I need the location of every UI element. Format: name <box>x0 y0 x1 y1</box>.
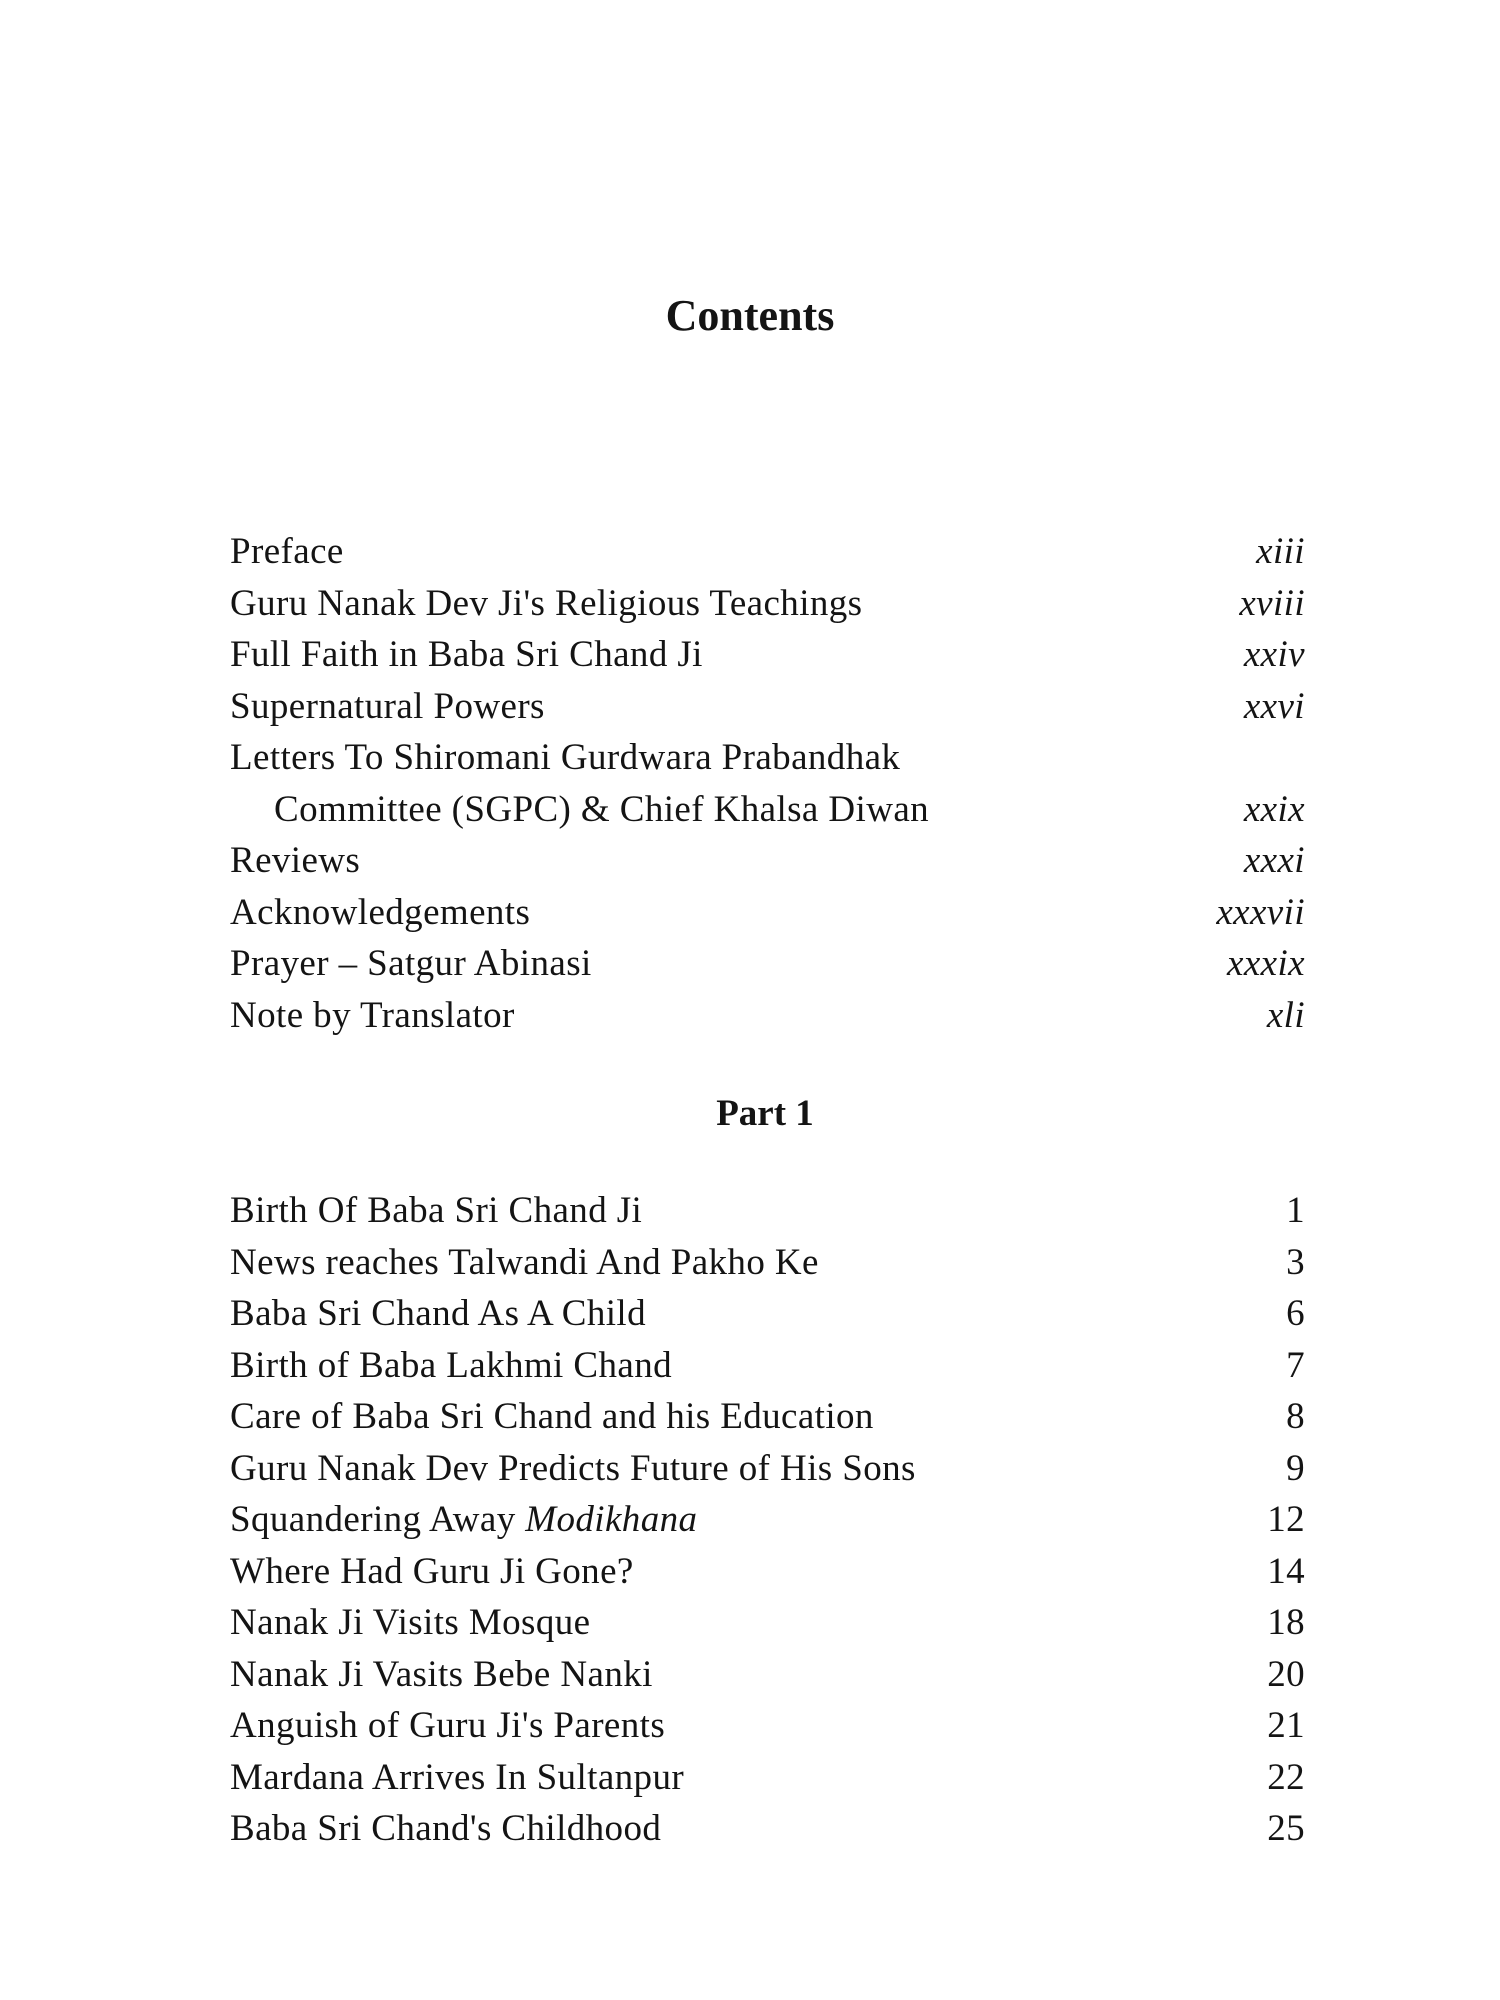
toc-entry-title: Mardana Arrives In Sultanpur <box>230 1756 685 1798</box>
toc-entry-page: xxxi <box>1243 840 1305 881</box>
toc-entry-title-wrapper <box>230 1494 697 1546</box>
toc-entry-title: Birth Of Baba Sri Chand Ji <box>230 1190 643 1231</box>
toc-entry <box>230 1700 1305 1752</box>
part1-list <box>230 1185 1305 1855</box>
part-heading: Part 1 <box>716 1093 814 1134</box>
toc-entry-page: 8 <box>1286 1396 1305 1437</box>
toc-entry-page: xxiv <box>1243 634 1305 675</box>
toc-entry-title: Preface <box>230 531 344 572</box>
toc-entry-title: News reaches Talwandi And Pakho Ke <box>230 1241 819 1283</box>
toc-entry-preface <box>230 526 1305 578</box>
toc-entry-title: Full Faith in Baba Sri Chand Ji <box>230 634 703 675</box>
toc-entry <box>230 1649 1305 1701</box>
toc-entry-page: xxvi <box>1243 685 1305 727</box>
toc-entry-supernatural-powers <box>230 681 1305 733</box>
toc-entry <box>230 1391 1305 1443</box>
toc-entry-page: 12 <box>1267 1499 1305 1540</box>
toc-entry-page: 1 <box>1286 1190 1305 1231</box>
toc-entry-page: 14 <box>1267 1550 1305 1592</box>
toc-entry-title: Supernatural Powers <box>230 685 545 727</box>
toc-entry-page: 6 <box>1286 1293 1305 1334</box>
toc-entry-title: Reviews <box>230 840 361 881</box>
toc-entry <box>230 1288 1305 1340</box>
toc-entry-title: Birth of Baba Lakhmi Chand <box>230 1344 672 1386</box>
toc-entry-full-faith <box>230 629 1305 681</box>
toc-entry-page: 20 <box>1267 1653 1305 1695</box>
toc-entry-title: Letters To Shiromani Gurdwara Prabandhak <box>230 737 901 778</box>
toc-entry <box>230 1185 1305 1237</box>
toc-entry-title: Committee (SGPC) & Chief Khalsa Diwan <box>274 788 930 830</box>
toc-entry-page: 18 <box>1267 1602 1305 1643</box>
toc-entry-letters-line-2 <box>230 784 1305 836</box>
toc-entry-page: xviii <box>1239 582 1305 624</box>
toc-entry-acknowledgements <box>230 887 1305 939</box>
toc-entry-title: Where Had Guru Ji Gone? <box>230 1550 634 1592</box>
toc-entry-title: Acknowledgements <box>230 891 531 933</box>
toc-entry-page: 22 <box>1267 1756 1305 1798</box>
toc-entry <box>230 1546 1305 1598</box>
toc-entry-religious-teachings <box>230 578 1305 630</box>
toc-entry-title: Prayer – Satgur Abinasi <box>230 943 592 984</box>
toc-entry-page: xxxix <box>1227 943 1305 984</box>
toc-entry-title: Squandering Away <box>230 1499 516 1540</box>
toc-entry-page: 7 <box>1286 1344 1305 1386</box>
toc-entry-title-italic: Modikhana <box>525 1499 698 1540</box>
toc-entry-title: Baba Sri Chand As A Child <box>230 1293 647 1334</box>
toc-entry-title: Care of Baba Sri Chand and his Education <box>230 1396 874 1437</box>
toc-entry-page: 21 <box>1267 1705 1305 1746</box>
toc-entry-title: Guru Nanak Dev Ji's Religious Teachings <box>230 582 863 624</box>
toc-entry-reviews <box>230 835 1305 887</box>
toc-entry-page: xiii <box>1256 531 1305 572</box>
toc-entry-page: xxxvii <box>1216 891 1305 933</box>
toc-entry-title: Baba Sri Chand's Childhood <box>230 1808 662 1849</box>
toc-entry-title: Guru Nanak Dev Predicts Future of His Sons <box>230 1447 916 1489</box>
toc-entry-title: Nanak Ji Visits Mosque <box>230 1602 591 1643</box>
toc-entry-note-by-translator <box>230 990 1305 1042</box>
toc-entry <box>230 1340 1305 1392</box>
page-title: Contents <box>665 291 835 340</box>
toc-entry-page: 9 <box>1286 1447 1305 1489</box>
toc-entry-page: 25 <box>1267 1808 1305 1849</box>
toc-entry-letters-line-1 <box>230 732 1305 784</box>
toc-entry-title: Anguish of Guru Ji's Parents <box>230 1705 666 1746</box>
toc-entry-prayer <box>230 938 1305 990</box>
toc-entry <box>230 1752 1305 1804</box>
toc-entry-page: xli <box>1266 994 1305 1036</box>
toc-entry <box>230 1494 1305 1546</box>
toc-entry-page: xxix <box>1243 788 1305 830</box>
toc-entry-page: 3 <box>1286 1241 1305 1283</box>
front-matter-list <box>230 526 1305 1041</box>
toc-entry <box>230 1237 1305 1289</box>
toc-entry-title: Nanak Ji Vasits Bebe Nanki <box>230 1653 653 1695</box>
toc-entry <box>230 1597 1305 1649</box>
toc-entry <box>230 1803 1305 1855</box>
toc-entry-title: Note by Translator <box>230 994 515 1036</box>
toc-entry <box>230 1443 1305 1495</box>
